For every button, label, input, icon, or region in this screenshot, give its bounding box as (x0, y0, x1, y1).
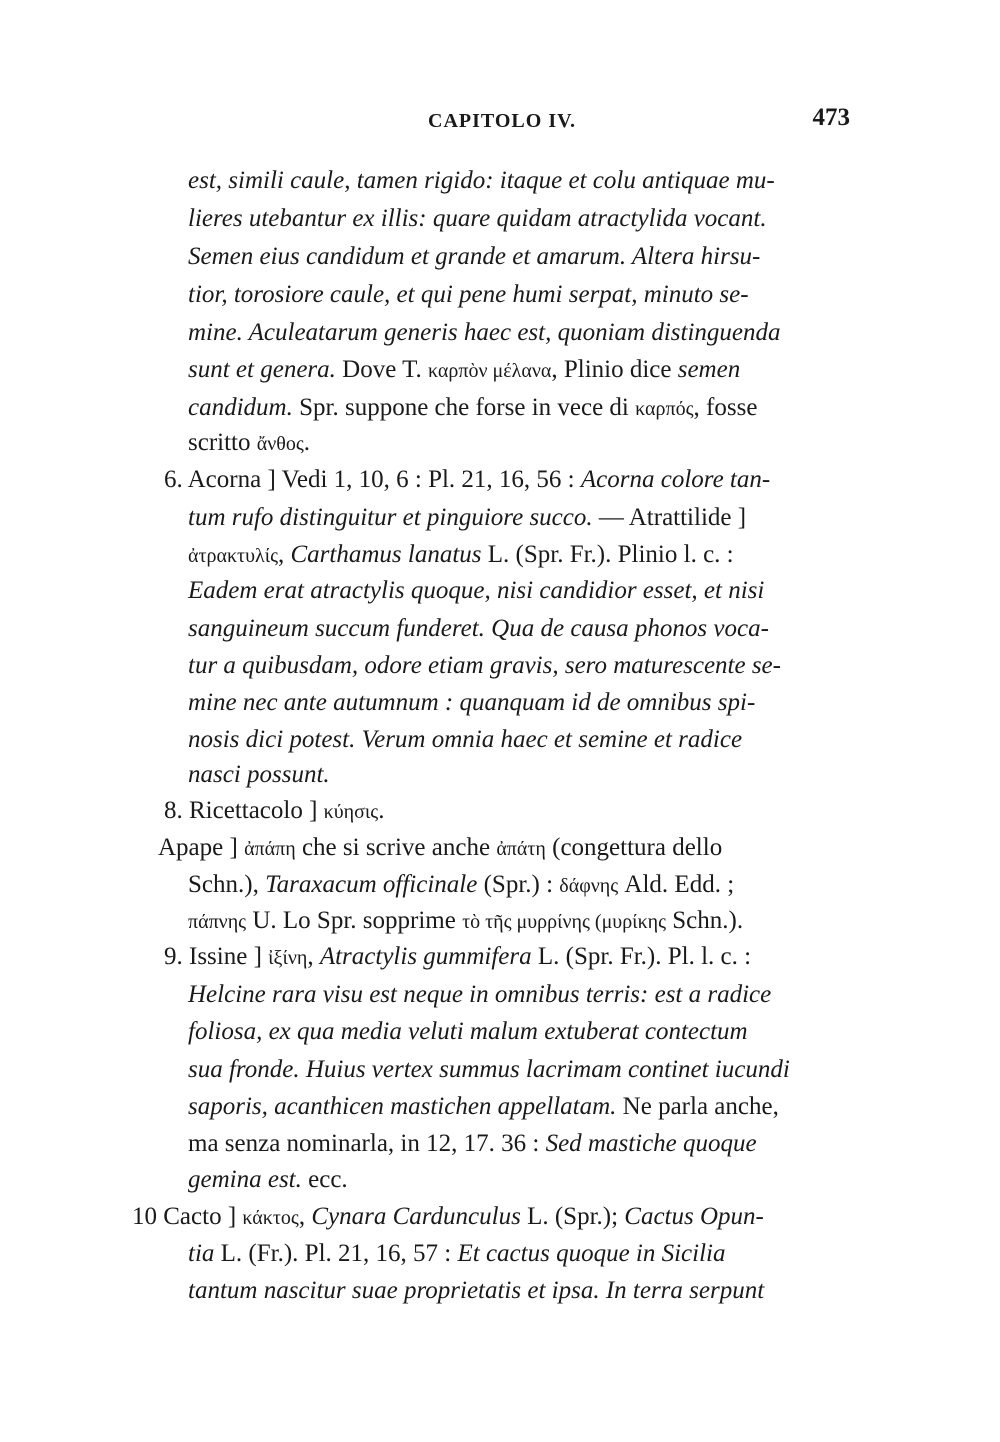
text-run: , (298, 1203, 312, 1230)
greek-run: τὸ τῆς μυρρίνης (μυρίκης (462, 911, 667, 933)
italic-run: tior, torosiore caule, et qui pene humi serpat, minuto se- (188, 281, 749, 308)
text-line (188, 872, 734, 897)
italic-run: Cynara Cardunculus (311, 1203, 521, 1230)
italic-run: tia (188, 1240, 215, 1267)
italic-run: Taraxacum officinale (265, 871, 478, 898)
text-line (164, 944, 751, 969)
text-run: Ne parla anche, (616, 1093, 779, 1120)
text-run: Spr. suppone che forse in vece di (292, 394, 636, 421)
text-line (188, 1278, 764, 1303)
text-run: ecc. (301, 1166, 348, 1193)
text-line (158, 835, 722, 860)
text-run: (Spr.) : (477, 871, 560, 898)
italic-run: foliosa, ex qua media veluti malum extuberat contectum (188, 1018, 748, 1045)
greek-run: ἀτρακτυλίς (188, 545, 278, 567)
text-run: L. (Spr. Fr.). Plinio l. c. : (481, 541, 734, 568)
italic-run: tur a quibusdam, odore etiam gravis, sero maturescente se- (188, 652, 781, 679)
italic-run: sunt et genera. (188, 356, 336, 383)
text-line (164, 467, 770, 492)
text-run: L. (Spr.); (520, 1203, 625, 1230)
text-run: , Plinio dice (551, 356, 678, 383)
italic-run: nosis dici potest. Verum omnia haec et semine et radice (188, 726, 743, 753)
text-run: Dove T. (335, 356, 429, 383)
text-line (188, 762, 330, 787)
italic-run: Eadem erat atractylis quoque, nisi candidior esset, et nisi (188, 577, 765, 604)
italic-run: lieres utebantur ex illis: quare quidam atractylida vocant. (188, 205, 767, 232)
text-line (188, 1131, 757, 1156)
italic-run: Acorna colore tan- (580, 466, 771, 493)
text-line (188, 1057, 790, 1082)
italic-run: sanguineum succum funderet. Qua de causa phonos voca- (188, 615, 769, 642)
greek-run: ἀπάτη (496, 838, 546, 860)
text-run: Ald. Edd. ; (618, 871, 735, 898)
text-line (188, 727, 742, 752)
text-line (188, 357, 740, 382)
greek-run: ἰξίνη (268, 947, 308, 969)
text-line (188, 282, 749, 307)
text-run: 8. Ricettacolo ] (164, 797, 324, 824)
text-line (188, 244, 760, 269)
italic-run: gemina est. (188, 1166, 302, 1193)
text-line (188, 505, 746, 530)
italic-run: semen (677, 356, 741, 383)
text-run: 9. Issine ] (164, 943, 269, 970)
italic-run: sua fronde. Huius vertex summus lacrimam continet iucundi (188, 1056, 790, 1083)
text-run: Apape ] (158, 834, 245, 861)
greek-run: κύησις (323, 801, 379, 823)
text-line (188, 168, 775, 193)
greek-run: καρπὸν μέλανα (428, 360, 552, 382)
greek-run: ἄνθος (256, 433, 304, 455)
italic-run: candidum. (188, 394, 293, 421)
text-line (132, 1204, 764, 1229)
text-run: — Atrattilide ] (592, 504, 747, 531)
text-line (188, 578, 764, 603)
text-run: ma senza nominarla, in 12, 17. 36 : (188, 1130, 546, 1157)
text-run: , (278, 541, 291, 568)
text-run: Schn.). (666, 907, 744, 934)
italic-run: tantum nascitur suae proprietatis et ipsa. In terra serpunt (188, 1277, 765, 1304)
text-run: . (378, 797, 385, 824)
text-run: che si scrive anche (295, 834, 497, 861)
text-line (188, 653, 781, 678)
text-line (188, 908, 743, 933)
text-line (188, 690, 755, 715)
italic-run: Sed mastiche quoque (545, 1130, 757, 1157)
text-line (188, 395, 757, 420)
greek-run: ἀπάπη (244, 838, 296, 860)
text-line (188, 430, 310, 455)
text-run: U. Lo Spr. sopprime (246, 907, 463, 934)
italic-run: est, simili caule, tamen rigido: itaque et colu antiquae mu- (188, 167, 775, 194)
text-run: , fosse (693, 394, 758, 421)
page-header (420, 104, 850, 134)
page-number: 473 (812, 104, 850, 131)
text-line (188, 320, 781, 345)
text-line (188, 1241, 726, 1266)
greek-run: δάφνης (559, 875, 619, 897)
text-run: (congettura dello (545, 834, 723, 861)
text-run: Schn.), (188, 871, 266, 898)
text-run: scritto (188, 429, 257, 456)
text-run: . (303, 429, 311, 456)
italic-run: Atractylis gummifera (319, 943, 532, 970)
greek-run: κάκτος (242, 1207, 299, 1229)
italic-run: nasci possunt. (188, 761, 330, 788)
text-line (188, 1094, 779, 1119)
italic-run: Et cactus quoque in Sicilia (457, 1240, 726, 1267)
text-line (164, 798, 384, 823)
text-line (188, 1167, 348, 1192)
text-line (188, 1019, 748, 1044)
italic-run: mine nec ante autumnum : quanquam id de omnibus spi- (188, 689, 756, 716)
text-run: L. (Fr.). Pl. 21, 16, 57 : (214, 1240, 458, 1267)
text-line (188, 616, 769, 641)
italic-run: tum rufo distinguitur et pinguiore succo. (188, 504, 593, 531)
italic-run: saporis, acanthicen mastichen appellatam. (188, 1093, 617, 1120)
text-run: 6. Acorna ] Vedi 1, 10, 6 : Pl. 21, 16, 56 : (164, 466, 581, 493)
greek-run: καρπός (635, 398, 694, 420)
text-line (188, 982, 771, 1007)
text-run: L. (Spr. Fr.). Pl. l. c. : (531, 943, 752, 970)
italic-run: Cactus Opun- (624, 1203, 764, 1230)
italic-run: Carthamus lanatus (290, 541, 482, 568)
text-run: 10 Cacto ] (132, 1203, 243, 1230)
italic-run: Semen eius candidum et grande et amarum. Altera hirsu- (188, 243, 761, 270)
text-line (188, 542, 734, 567)
italic-run: mine. Aculeatarum generis haec est, quoniam distinguenda (188, 319, 781, 346)
greek-run: πάπνης (188, 911, 247, 933)
italic-run: Helcine rara visu est neque in omnibus terris: est a radice (188, 981, 772, 1008)
running-head: CAPITOLO IV. (428, 110, 576, 132)
text-line (188, 206, 767, 231)
text-run: , (307, 943, 320, 970)
